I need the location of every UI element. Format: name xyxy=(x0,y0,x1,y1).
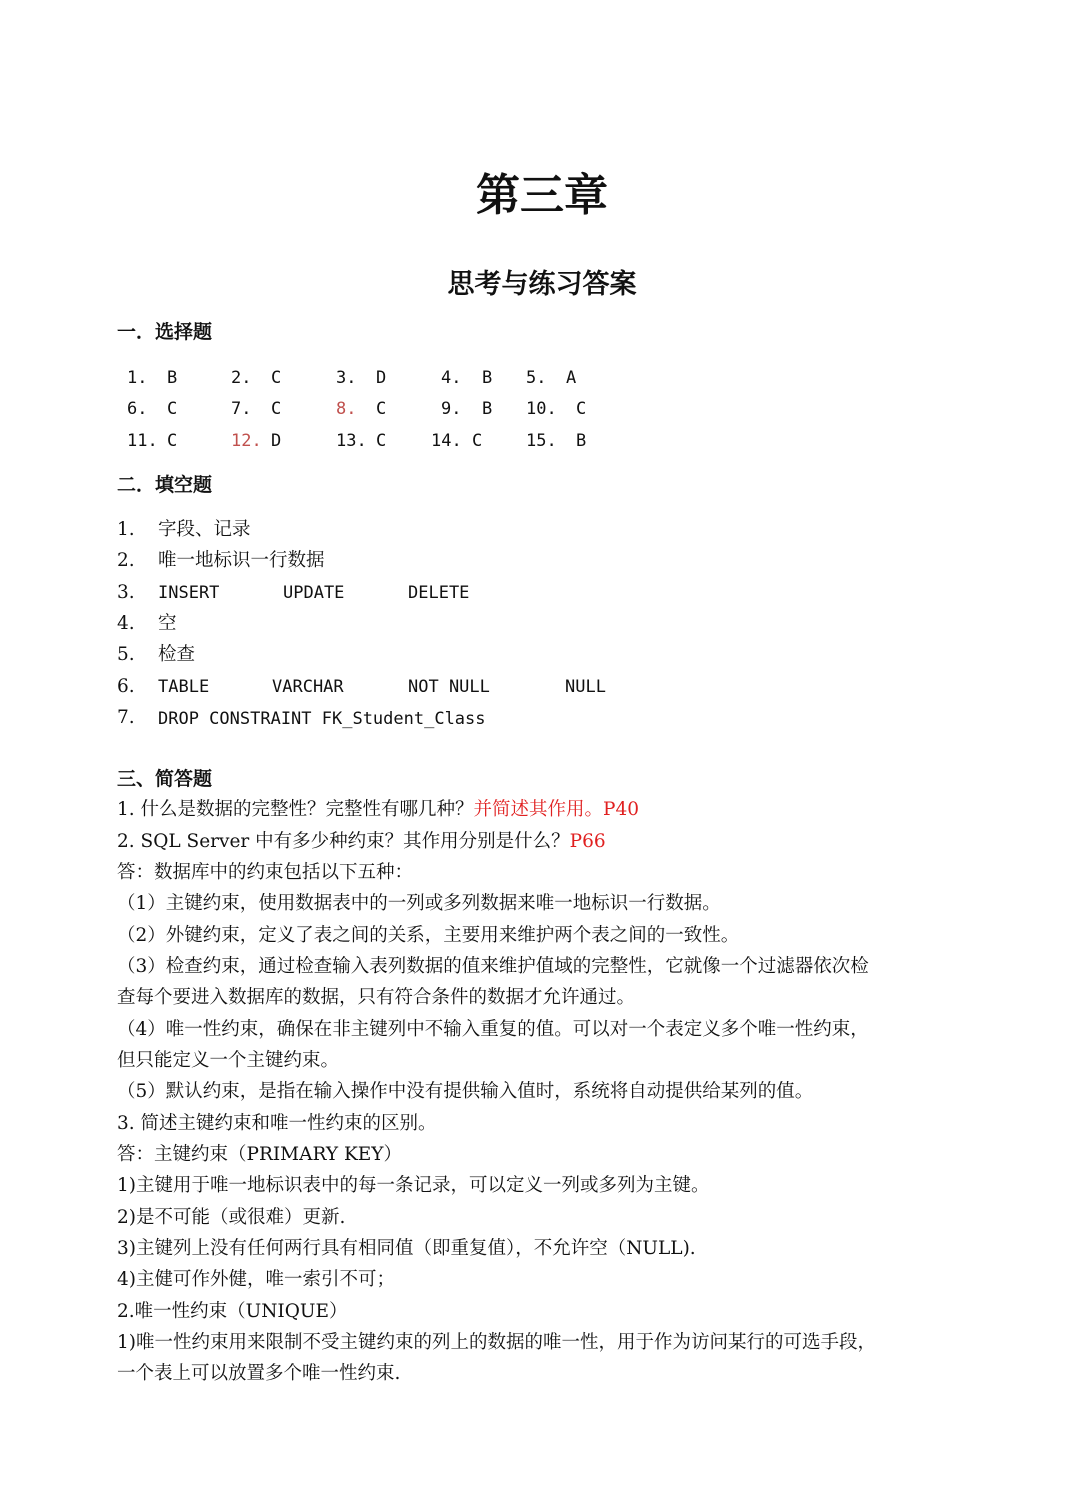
answer-line: 但只能定义一个主键约束。 xyxy=(117,1050,340,1071)
question-text: 2. SQL Server 中有多少种约束？其作用分别是什么？ xyxy=(117,831,570,852)
choice-num: 11. xyxy=(127,431,158,451)
answer-line: 4)主健可作外健，唯一索引不可； xyxy=(117,1269,395,1290)
answer-line: （3）检查约束，通过检查输入表列数据的值来维护值域的完整性，它就像一个过滤器依次检 xyxy=(117,956,869,977)
question-1 xyxy=(117,796,639,824)
choice-ans: C xyxy=(271,368,282,388)
choice-ans: B xyxy=(576,431,587,451)
answer-line: 1)唯一性约束用来限制不受主键约束的列上的数据的唯一性，用于作为访问某行的可选手段， xyxy=(117,1332,876,1353)
choice-ans: C xyxy=(167,431,178,451)
choice-num: 1. xyxy=(127,368,148,388)
answer-line: （5）默认约束，是指在输入操作中没有提供输入值时，系统将自动提供给某列的值。 xyxy=(117,1081,814,1102)
answer-line: （4）唯一性约束，确保在非主键列中不输入重复的值。可以对一个表定义多个唯一性约束， xyxy=(117,1019,869,1040)
fill-num: 3. xyxy=(117,582,135,603)
fill-num: 7. xyxy=(117,707,135,728)
choice-num: 9. xyxy=(441,399,462,419)
choice-ans: C xyxy=(167,399,178,419)
section-heading-choice: 一．选择题 xyxy=(117,321,213,343)
choice-ans: B xyxy=(167,368,178,388)
fill-num: 4. xyxy=(117,613,135,634)
fill-part: VARCHAR xyxy=(272,677,344,697)
fill-text: 空 xyxy=(158,613,177,634)
chapter-title: 第三章 xyxy=(476,170,608,221)
answer-line: （1）主键约束，使用数据表中的一列或多列数据来唯一地标识一行数据。 xyxy=(117,893,721,914)
fill-text: 检查 xyxy=(158,644,196,665)
choice-ans: C xyxy=(576,399,587,419)
choice-num: 10. xyxy=(526,399,557,419)
choice-ans: C xyxy=(376,399,387,419)
fill-part: INSERT xyxy=(158,583,220,603)
question-3: 3. 简述主键约束和唯一性约束的区别。 xyxy=(117,1113,437,1134)
choice-ans: B xyxy=(482,399,493,419)
choice-ans: D xyxy=(376,368,387,388)
fill-text: 唯一地标识一行数据 xyxy=(158,550,325,571)
answer-line: 1)主键用于唯一地标识表中的每一条记录，可以定义一列或多列为主键。 xyxy=(117,1175,710,1196)
choice-num: 7. xyxy=(231,399,252,419)
question-2 xyxy=(117,828,606,856)
fill-part: UPDATE xyxy=(283,583,345,603)
choice-ans: C xyxy=(271,399,282,419)
answer-line: 答：主键约束（PRIMARY KEY） xyxy=(117,1144,402,1165)
question-note: P66 xyxy=(569,831,606,852)
answer-line: （2）外键约束，定义了表之间的关系，主要用来维护两个表之间的一致性。 xyxy=(117,925,740,946)
fill-part: TABLE xyxy=(158,677,210,697)
answer-line: 3)主键列上没有任何两行具有相同值（即重复值），不允许空（NULL). xyxy=(117,1238,696,1259)
choice-num: 3. xyxy=(336,368,357,388)
answer-line: 2.唯一性约束（UNIQUE） xyxy=(117,1301,348,1322)
choice-num: 14. xyxy=(431,431,462,451)
fill-num: 1. xyxy=(117,519,135,540)
choice-ans: A xyxy=(566,368,577,388)
choice-ans: D xyxy=(271,431,282,451)
fill-part: NOT NULL xyxy=(408,677,490,697)
answer-line: 一个表上可以放置多个唯一性约束. xyxy=(117,1363,401,1384)
choice-num: 6. xyxy=(127,399,148,419)
fill-num: 6. xyxy=(117,676,135,697)
choice-num: 4. xyxy=(441,368,462,388)
fill-part: NULL xyxy=(565,677,606,697)
fill-text: DROP CONSTRAINT FK_Student_Class xyxy=(158,709,486,729)
answer-line: 答：数据库中的约束包括以下五种： xyxy=(117,862,414,883)
choice-num: 13. xyxy=(336,431,367,451)
fill-num: 2. xyxy=(117,550,135,571)
fill-text: 字段、记录 xyxy=(158,519,251,540)
fill-part: DELETE xyxy=(408,583,470,603)
choice-num: 8. xyxy=(336,399,357,419)
fill-num: 5. xyxy=(117,644,135,665)
choice-num: 5. xyxy=(526,368,547,388)
section-heading-fill: 二．填空题 xyxy=(117,474,213,496)
question-note: 并简述其作用。P40 xyxy=(473,799,640,820)
question-text: 1. 什么是数据的完整性？完整性有哪几种？ xyxy=(117,799,474,820)
answer-line: 2)是不可能（或很难）更新. xyxy=(117,1207,346,1228)
choice-num: 12. xyxy=(231,431,262,451)
chapter-subtitle: 思考与练习答案 xyxy=(447,269,637,300)
choice-num: 15. xyxy=(526,431,557,451)
answer-line: 查每个要进入数据库的数据，只有符合条件的数据才允许通过。 xyxy=(117,987,636,1008)
choice-ans: C xyxy=(472,431,483,451)
choice-num: 2. xyxy=(231,368,252,388)
choice-ans: C xyxy=(376,431,387,451)
section-heading-short: 三、简答题 xyxy=(117,768,213,790)
choice-ans: B xyxy=(482,368,493,388)
